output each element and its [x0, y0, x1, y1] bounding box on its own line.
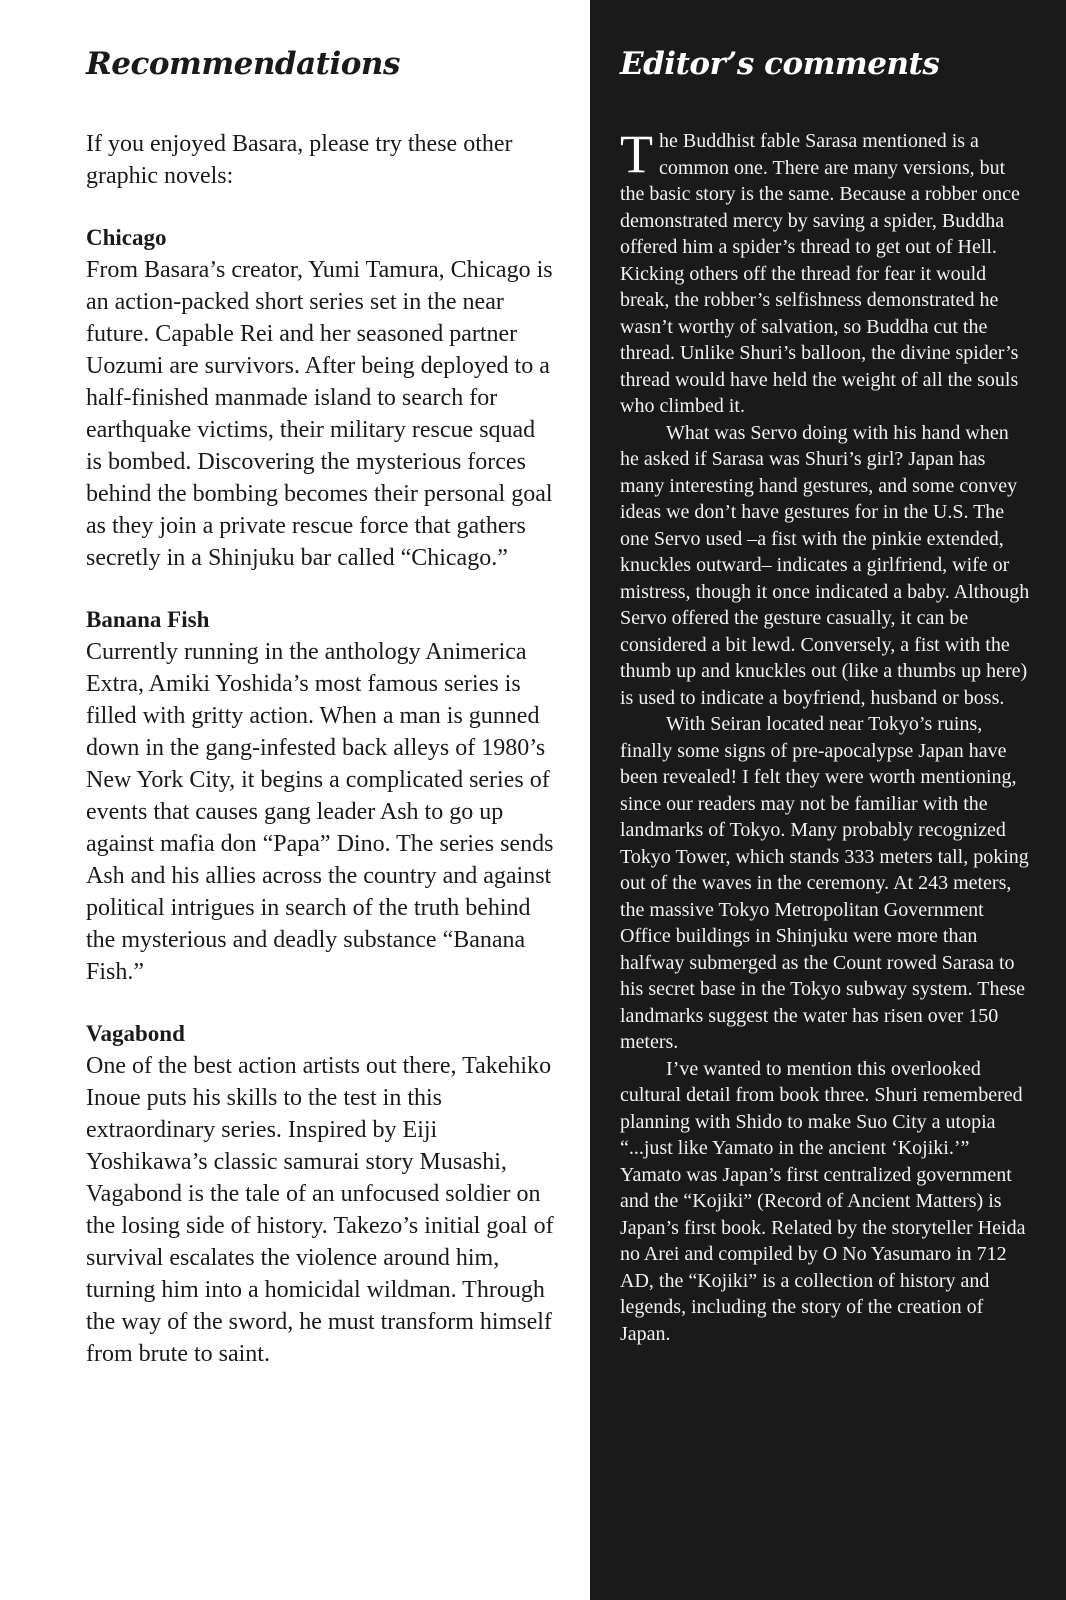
comment-paragraph-text: he Buddhist fable Sarasa mentioned is a common one. There are many versions, but the basic story is the same. Because a robber once demonstrated mercy by saving a spider, Buddha offered him a spider’s thread to get out of Hell. Kicking others off the thread for fear it would break, the robber’s selfishness demonstrated he wasn’t worthy of salvation, so Buddha cut the thread. Unlike Shuri’s balloon, the divine spider’s thread would have held the weight of all the souls who climbed it.	[620, 130, 1020, 417]
drop-cap: T	[620, 124, 653, 184]
recommendation-chicago	[86, 222, 556, 574]
recommendation-text: One of the best action artists out there, Takehiko Inoue puts his skills to the test in this extraordinary series. Inspired by Eiji Yoshikawa’s classic samurai story Musashi, Vagabond is the tale of an unfocused soldier on the losing side of history. Takezo’s initial goal of survival escalates the violence around him, turning him into a homicidal wildman. Through the way of the sword, he must transform himself from brute to saint.	[86, 1053, 554, 1367]
comment-paragraph: What was Servo doing with his hand when he asked if Sarasa was Shuri’s girl? Japan has many interesting hand gestures, and some convey ideas we don’t have gestures for in the U.S. The one Servo used –a fist with the pinkie extended, knuckles outward– indicates a girlfriend, wife or mistress, though it once indicated a baby. Although Servo offered the gesture casually, it can be considered a bit lewd. Conversely, a fist with the thumb up and knuckles out (like a thumbs up here) is used to indicate a boyfriend, husband or boss.	[620, 421, 1030, 709]
recommendations-body	[86, 128, 556, 1400]
recommendation-title: Banana Fish	[86, 607, 210, 632]
recommendation-banana-fish	[86, 604, 556, 988]
comment-paragraph	[620, 124, 1032, 420]
comment-paragraph: With Seiran located near Tokyo’s ruins, finally some signs of pre-apocalypse Japan have been revealed! I felt they were worth mentioning, since our readers may not be familiar with the landmarks of Tokyo. Many probably recognized Tokyo Tower, which stands 333 meters tall, poking out of the waves in the ceremony. At 243 meters, the massive Tokyo Metropolitan Government Office buildings in Shinjuku were more than halfway submerged as the Count rowed Sarasa to his secret base in the Tokyo subway system. These landmarks suggest the water has risen over 150 meters.	[620, 713, 1029, 1053]
recommendation-text: From Basara’s creator, Yumi Tamura, Chicago is an action-packed short series set in the near future. Capable Rei and her seasoned partner Uozumi are survivors. After being deployed to a half-finished manmade island to search for earthquake victims, their military rescue squad is bombed. Discovering the mysterious forces behind the bombing becomes their personal goal as they join a private rescue force that gathers secretly in a Shinjuku bar called “Chicago.”	[86, 257, 553, 571]
recommendations-heading: Recommendations	[86, 46, 400, 82]
recommendation-vagabond	[86, 1018, 556, 1370]
recommendation-title: Chicago	[86, 225, 167, 250]
editors-comments-column	[590, 0, 1066, 1600]
recommendation-title: Vagabond	[86, 1021, 185, 1046]
editors-comments-heading: Editor’s comments	[620, 46, 940, 82]
recommendation-text: Currently running in the anthology Animerica Extra, Amiki Yoshida’s most famous series is filled with gritty action. When a man is gunned down in the gang-infested back alleys of 1980’s New York City, it begins a complicated series of events that causes gang leader Ash to go up against mafia don “Papa” Dino. The series sends Ash and his allies across the country and against political intrigues in search of the truth behind the mysterious and deadly substance “Banana Fish.”	[86, 639, 554, 985]
editors-comments-body	[620, 124, 1032, 1347]
comment-paragraph: I’ve wanted to mention this overlooked cultural detail from book three. Shuri remembered planning with Shido to make Suo City a utopia “...just like Yamato in the ancient ‘Kojiki.’” Yamato was Japan’s first centralized government and the “Kojiki” (Record of Ancient Matters) is Japan’s first book. Related by the storyteller Heida no Arei and compiled by O No Yasumaro in 712 AD, the “Kojiki” is a collection of history and legends, including the story of the creation of Japan.	[620, 1057, 1026, 1345]
recommendations-intro: If you enjoyed Basara, please try these other graphic novels:	[86, 131, 513, 189]
